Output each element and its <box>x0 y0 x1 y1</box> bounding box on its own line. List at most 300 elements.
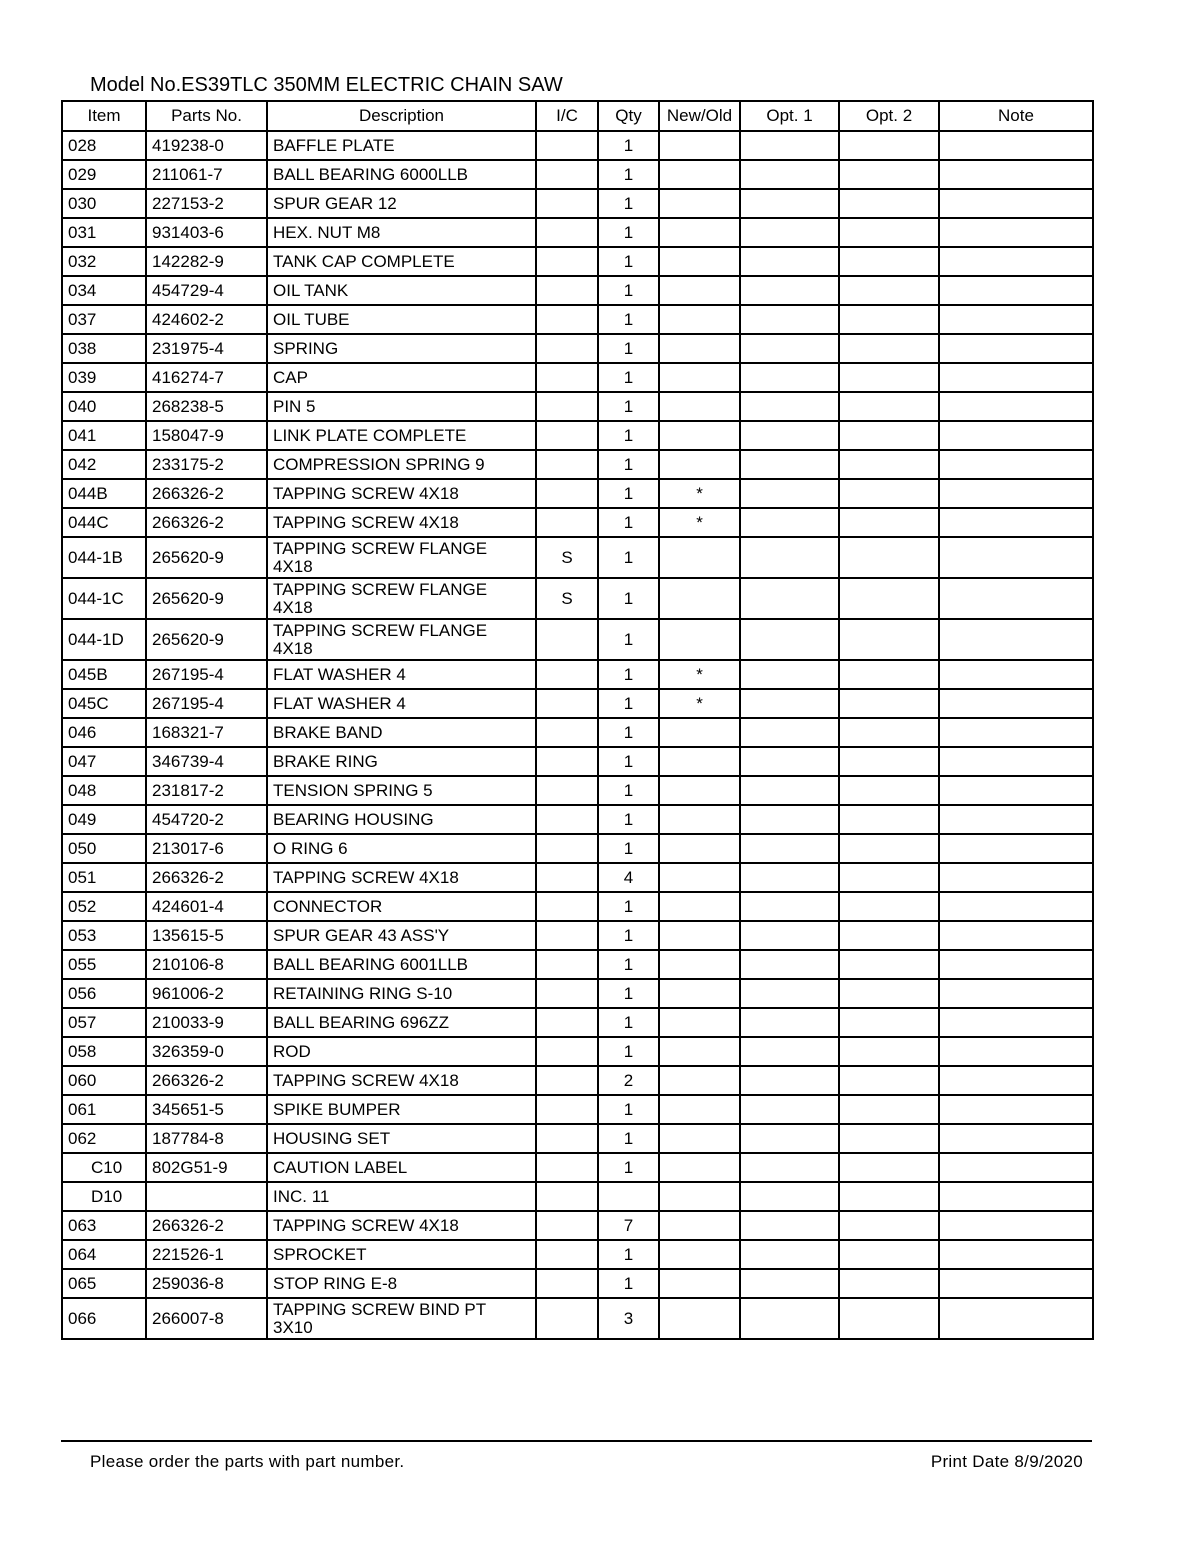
part-number-cell: 259036-8 <box>146 1269 267 1298</box>
opt-1-cell <box>740 979 839 1008</box>
opt-1-cell <box>740 218 839 247</box>
ic-cell: S <box>536 578 598 619</box>
note-cell <box>939 1124 1093 1153</box>
column-header-opt-2: Opt. 2 <box>839 101 939 131</box>
part-number-cell: 346739-4 <box>146 747 267 776</box>
table-row <box>62 305 1093 334</box>
table-header-row <box>62 101 1093 131</box>
new-old-cell <box>659 1298 740 1339</box>
note-cell <box>939 979 1093 1008</box>
note-cell <box>939 718 1093 747</box>
description-cell: SPIKE BUMPER <box>267 1095 536 1124</box>
part-number-cell: 233175-2 <box>146 450 267 479</box>
opt-1-cell <box>740 1298 839 1339</box>
new-old-cell <box>659 276 740 305</box>
note-cell <box>939 189 1093 218</box>
note-cell <box>939 1269 1093 1298</box>
table-row <box>62 718 1093 747</box>
qty-cell: 1 <box>598 131 659 160</box>
new-old-cell <box>659 619 740 660</box>
description-cell: TAPPING SCREW FLANGE 4X18 <box>267 578 536 619</box>
opt-2-cell <box>839 619 939 660</box>
table-row <box>62 1269 1093 1298</box>
table-row <box>62 950 1093 979</box>
table-row <box>62 392 1093 421</box>
table-row <box>62 334 1093 363</box>
note-cell <box>939 131 1093 160</box>
item-cell: 042 <box>62 450 146 479</box>
note-cell <box>939 247 1093 276</box>
part-number-cell: 326359-0 <box>146 1037 267 1066</box>
item-cell: 048 <box>62 776 146 805</box>
part-number-cell: 266007-8 <box>146 1298 267 1339</box>
qty-cell: 1 <box>598 479 659 508</box>
description-cell: BRAKE BAND <box>267 718 536 747</box>
item-cell: 028 <box>62 131 146 160</box>
qty-cell <box>598 1182 659 1211</box>
new-old-cell <box>659 189 740 218</box>
description-cell: TAPPING SCREW 4X18 <box>267 863 536 892</box>
new-old-cell: * <box>659 689 740 718</box>
description-cell: TAPPING SCREW FLANGE 4X18 <box>267 619 536 660</box>
ic-cell <box>536 479 598 508</box>
opt-2-cell <box>839 537 939 578</box>
qty-cell: 1 <box>598 334 659 363</box>
qty-cell: 7 <box>598 1211 659 1240</box>
note-cell <box>939 1066 1093 1095</box>
opt-1-cell <box>740 834 839 863</box>
item-cell: 057 <box>62 1008 146 1037</box>
new-old-cell: * <box>659 479 740 508</box>
new-old-cell <box>659 1066 740 1095</box>
print-date: Print Date 8/9/2020 <box>930 1452 1083 1471</box>
opt-1-cell <box>740 537 839 578</box>
item-cell: 038 <box>62 334 146 363</box>
opt-1-cell <box>740 1182 839 1211</box>
new-old-cell <box>659 305 740 334</box>
table-row <box>62 189 1093 218</box>
new-old-cell <box>659 160 740 189</box>
opt-2-cell <box>839 1095 939 1124</box>
new-old-cell <box>659 218 740 247</box>
table-row <box>62 776 1093 805</box>
opt-2-cell <box>839 1182 939 1211</box>
opt-1-cell <box>740 1066 839 1095</box>
item-cell: D10 <box>62 1182 146 1211</box>
opt-1-cell <box>740 334 839 363</box>
table-row <box>62 1182 1093 1211</box>
item-cell: 032 <box>62 247 146 276</box>
new-old-cell <box>659 1211 740 1240</box>
description-cell: HEX. NUT M8 <box>267 218 536 247</box>
opt-2-cell <box>839 892 939 921</box>
qty-cell: 1 <box>598 1269 659 1298</box>
opt-2-cell <box>839 276 939 305</box>
new-old-cell <box>659 247 740 276</box>
qty-cell: 1 <box>598 363 659 392</box>
note-cell <box>939 892 1093 921</box>
table-row <box>62 131 1093 160</box>
ic-cell <box>536 834 598 863</box>
opt-1-cell <box>740 1124 839 1153</box>
ic-cell <box>536 334 598 363</box>
opt-2-cell <box>839 689 939 718</box>
note-cell <box>939 334 1093 363</box>
ic-cell <box>536 1095 598 1124</box>
ic-cell <box>536 160 598 189</box>
description-cell: RETAINING RING S-10 <box>267 979 536 1008</box>
opt-1-cell <box>740 450 839 479</box>
table-row <box>62 805 1093 834</box>
opt-1-cell <box>740 1008 839 1037</box>
opt-1-cell <box>740 479 839 508</box>
new-old-cell <box>659 392 740 421</box>
note-cell <box>939 776 1093 805</box>
ic-cell <box>536 1240 598 1269</box>
table-row <box>62 892 1093 921</box>
note-cell <box>939 805 1093 834</box>
table-row <box>62 689 1093 718</box>
table-row <box>62 1153 1093 1182</box>
table-row <box>62 1008 1093 1037</box>
item-cell: 041 <box>62 421 146 450</box>
ic-cell <box>536 718 598 747</box>
new-old-cell <box>659 950 740 979</box>
note-cell <box>939 537 1093 578</box>
item-cell: 062 <box>62 1124 146 1153</box>
part-number-cell: 266326-2 <box>146 508 267 537</box>
opt-2-cell <box>839 450 939 479</box>
new-old-cell <box>659 776 740 805</box>
description-cell: OIL TUBE <box>267 305 536 334</box>
opt-1-cell <box>740 1269 839 1298</box>
opt-1-cell <box>740 1037 839 1066</box>
part-number-cell: 267195-4 <box>146 660 267 689</box>
part-number-cell <box>146 1182 267 1211</box>
new-old-cell <box>659 537 740 578</box>
opt-1-cell <box>740 160 839 189</box>
opt-2-cell <box>839 776 939 805</box>
note-cell <box>939 863 1093 892</box>
ic-cell <box>536 805 598 834</box>
ic-cell <box>536 747 598 776</box>
description-cell: PIN 5 <box>267 392 536 421</box>
opt-2-cell <box>839 1240 939 1269</box>
ic-cell: S <box>536 537 598 578</box>
parts-table-body <box>62 131 1093 1339</box>
item-cell: 056 <box>62 979 146 1008</box>
table-row <box>62 747 1093 776</box>
opt-1-cell <box>740 776 839 805</box>
opt-2-cell <box>839 189 939 218</box>
table-row <box>62 1095 1093 1124</box>
qty-cell: 1 <box>598 392 659 421</box>
new-old-cell <box>659 1240 740 1269</box>
opt-2-cell <box>839 921 939 950</box>
qty-cell: 1 <box>598 689 659 718</box>
description-cell: O RING 6 <box>267 834 536 863</box>
description-cell: SPROCKET <box>267 1240 536 1269</box>
item-cell: 052 <box>62 892 146 921</box>
opt-1-cell <box>740 1211 839 1240</box>
item-cell: 055 <box>62 950 146 979</box>
item-cell: 040 <box>62 392 146 421</box>
note-cell <box>939 1211 1093 1240</box>
new-old-cell <box>659 450 740 479</box>
new-old-cell <box>659 805 740 834</box>
qty-cell: 1 <box>598 508 659 537</box>
qty-cell: 1 <box>598 218 659 247</box>
ic-cell <box>536 1066 598 1095</box>
part-number-cell: 267195-4 <box>146 689 267 718</box>
new-old-cell <box>659 892 740 921</box>
part-number-cell: 266326-2 <box>146 479 267 508</box>
item-cell: 050 <box>62 834 146 863</box>
part-number-cell: 187784-8 <box>146 1124 267 1153</box>
table-row <box>62 276 1093 305</box>
ic-cell <box>536 660 598 689</box>
part-number-cell: 802G51-9 <box>146 1153 267 1182</box>
opt-1-cell <box>740 805 839 834</box>
item-cell: 044C <box>62 508 146 537</box>
description-cell: CONNECTOR <box>267 892 536 921</box>
new-old-cell <box>659 718 740 747</box>
table-row <box>62 218 1093 247</box>
table-row <box>62 1037 1093 1066</box>
note-cell <box>939 363 1093 392</box>
opt-2-cell <box>839 1153 939 1182</box>
part-number-cell: 419238-0 <box>146 131 267 160</box>
part-number-cell: 424602-2 <box>146 305 267 334</box>
item-cell: 044-1C <box>62 578 146 619</box>
qty-cell: 2 <box>598 1066 659 1095</box>
qty-cell: 1 <box>598 537 659 578</box>
ic-cell <box>536 508 598 537</box>
opt-1-cell <box>740 131 839 160</box>
part-number-cell: 265620-9 <box>146 537 267 578</box>
description-cell: TAPPING SCREW BIND PT 3X10 <box>267 1298 536 1339</box>
qty-cell: 1 <box>598 921 659 950</box>
opt-2-cell <box>839 131 939 160</box>
opt-1-cell <box>740 305 839 334</box>
table-row <box>62 1298 1093 1339</box>
qty-cell: 1 <box>598 747 659 776</box>
qty-cell: 1 <box>598 805 659 834</box>
item-cell: 053 <box>62 921 146 950</box>
description-cell: TENSION SPRING 5 <box>267 776 536 805</box>
ic-cell <box>536 979 598 1008</box>
item-cell: 060 <box>62 1066 146 1095</box>
qty-cell: 1 <box>598 718 659 747</box>
opt-2-cell <box>839 979 939 1008</box>
qty-cell: 1 <box>598 189 659 218</box>
item-cell: 065 <box>62 1269 146 1298</box>
qty-cell: 1 <box>598 1153 659 1182</box>
column-header-description: Description <box>267 101 536 131</box>
part-number-cell: 265620-9 <box>146 619 267 660</box>
qty-cell: 1 <box>598 421 659 450</box>
ic-cell <box>536 450 598 479</box>
part-number-cell: 221526-1 <box>146 1240 267 1269</box>
column-header-opt-1: Opt. 1 <box>740 101 839 131</box>
qty-cell: 1 <box>598 979 659 1008</box>
new-old-cell <box>659 1269 740 1298</box>
description-cell: SPUR GEAR 12 <box>267 189 536 218</box>
ic-cell <box>536 131 598 160</box>
note-cell <box>939 834 1093 863</box>
note-cell <box>939 305 1093 334</box>
table-row <box>62 479 1093 508</box>
qty-cell: 1 <box>598 834 659 863</box>
part-number-cell: 168321-7 <box>146 718 267 747</box>
part-number-cell: 158047-9 <box>146 421 267 450</box>
description-cell: BAFFLE PLATE <box>267 131 536 160</box>
ic-cell <box>536 1182 598 1211</box>
item-cell: 044B <box>62 479 146 508</box>
column-header-ic: I/C <box>536 101 598 131</box>
ic-cell <box>536 247 598 276</box>
column-header-item: Item <box>62 101 146 131</box>
table-row <box>62 921 1093 950</box>
item-cell: 029 <box>62 160 146 189</box>
note-cell <box>939 578 1093 619</box>
opt-2-cell <box>839 1037 939 1066</box>
opt-2-cell <box>839 1066 939 1095</box>
ic-cell <box>536 619 598 660</box>
description-cell: FLAT WASHER 4 <box>267 660 536 689</box>
note-cell <box>939 479 1093 508</box>
description-cell: FLAT WASHER 4 <box>267 689 536 718</box>
table-row <box>62 508 1093 537</box>
opt-2-cell <box>839 950 939 979</box>
table-row <box>62 1211 1093 1240</box>
new-old-cell <box>659 131 740 160</box>
table-row <box>62 1124 1093 1153</box>
note-cell <box>939 689 1093 718</box>
item-cell: 030 <box>62 189 146 218</box>
ic-cell <box>536 363 598 392</box>
note-cell <box>939 508 1093 537</box>
table-row <box>62 834 1093 863</box>
new-old-cell <box>659 747 740 776</box>
part-number-cell: 135615-5 <box>146 921 267 950</box>
ic-cell <box>536 1298 598 1339</box>
opt-1-cell <box>740 392 839 421</box>
ic-cell <box>536 392 598 421</box>
note-cell <box>939 1153 1093 1182</box>
item-cell: 047 <box>62 747 146 776</box>
new-old-cell <box>659 921 740 950</box>
ic-cell <box>536 1008 598 1037</box>
item-cell: 044-1D <box>62 619 146 660</box>
note-cell <box>939 1037 1093 1066</box>
item-cell: 045B <box>62 660 146 689</box>
table-row <box>62 421 1093 450</box>
opt-1-cell <box>740 660 839 689</box>
new-old-cell <box>659 363 740 392</box>
new-old-cell <box>659 1153 740 1182</box>
item-cell: 039 <box>62 363 146 392</box>
item-cell: 051 <box>62 863 146 892</box>
order-note: Please order the parts with part number. <box>90 1452 405 1471</box>
note-cell <box>939 1240 1093 1269</box>
opt-1-cell <box>740 189 839 218</box>
table-row <box>62 660 1093 689</box>
qty-cell: 1 <box>598 619 659 660</box>
opt-2-cell <box>839 578 939 619</box>
ic-cell <box>536 1211 598 1240</box>
note-cell <box>939 1298 1093 1339</box>
opt-2-cell <box>839 479 939 508</box>
ic-cell <box>536 689 598 718</box>
table-row <box>62 363 1093 392</box>
new-old-cell <box>659 834 740 863</box>
part-number-cell: 454720-2 <box>146 805 267 834</box>
column-header-qty: Qty <box>598 101 659 131</box>
part-number-cell: 266326-2 <box>146 1066 267 1095</box>
note-cell <box>939 218 1093 247</box>
ic-cell <box>536 305 598 334</box>
parts-table <box>61 100 1094 1340</box>
new-old-cell <box>659 1008 740 1037</box>
note-cell <box>939 619 1093 660</box>
item-cell: 045C <box>62 689 146 718</box>
qty-cell: 4 <box>598 863 659 892</box>
description-cell: OIL TANK <box>267 276 536 305</box>
ic-cell <box>536 863 598 892</box>
table-row <box>62 619 1093 660</box>
part-number-cell: 265620-9 <box>146 578 267 619</box>
item-cell: 034 <box>62 276 146 305</box>
note-cell <box>939 921 1093 950</box>
new-old-cell: * <box>659 660 740 689</box>
item-cell: 049 <box>62 805 146 834</box>
opt-2-cell <box>839 392 939 421</box>
opt-1-cell <box>740 421 839 450</box>
ic-cell <box>536 1037 598 1066</box>
note-cell <box>939 747 1093 776</box>
part-number-cell: 142282-9 <box>146 247 267 276</box>
opt-1-cell <box>740 1153 839 1182</box>
qty-cell: 1 <box>598 660 659 689</box>
new-old-cell <box>659 979 740 1008</box>
item-cell: 058 <box>62 1037 146 1066</box>
part-number-cell: 266326-2 <box>146 863 267 892</box>
description-cell: SPUR GEAR 43 ASS'Y <box>267 921 536 950</box>
new-old-cell <box>659 1095 740 1124</box>
description-cell: TAPPING SCREW 4X18 <box>267 508 536 537</box>
table-row <box>62 160 1093 189</box>
note-cell <box>939 160 1093 189</box>
footer-divider <box>61 1440 1092 1442</box>
description-cell: ROD <box>267 1037 536 1066</box>
part-number-cell: 210106-8 <box>146 950 267 979</box>
description-cell: STOP RING E-8 <box>267 1269 536 1298</box>
description-cell: TAPPING SCREW FLANGE 4X18 <box>267 537 536 578</box>
qty-cell: 1 <box>598 1008 659 1037</box>
opt-2-cell <box>839 160 939 189</box>
opt-1-cell <box>740 689 839 718</box>
description-cell: BRAKE RING <box>267 747 536 776</box>
opt-1-cell <box>740 1240 839 1269</box>
opt-1-cell <box>740 1095 839 1124</box>
part-number-cell: 345651-5 <box>146 1095 267 1124</box>
ic-cell <box>536 1124 598 1153</box>
ic-cell <box>536 921 598 950</box>
opt-2-cell <box>839 805 939 834</box>
table-row <box>62 1066 1093 1095</box>
item-cell: 061 <box>62 1095 146 1124</box>
